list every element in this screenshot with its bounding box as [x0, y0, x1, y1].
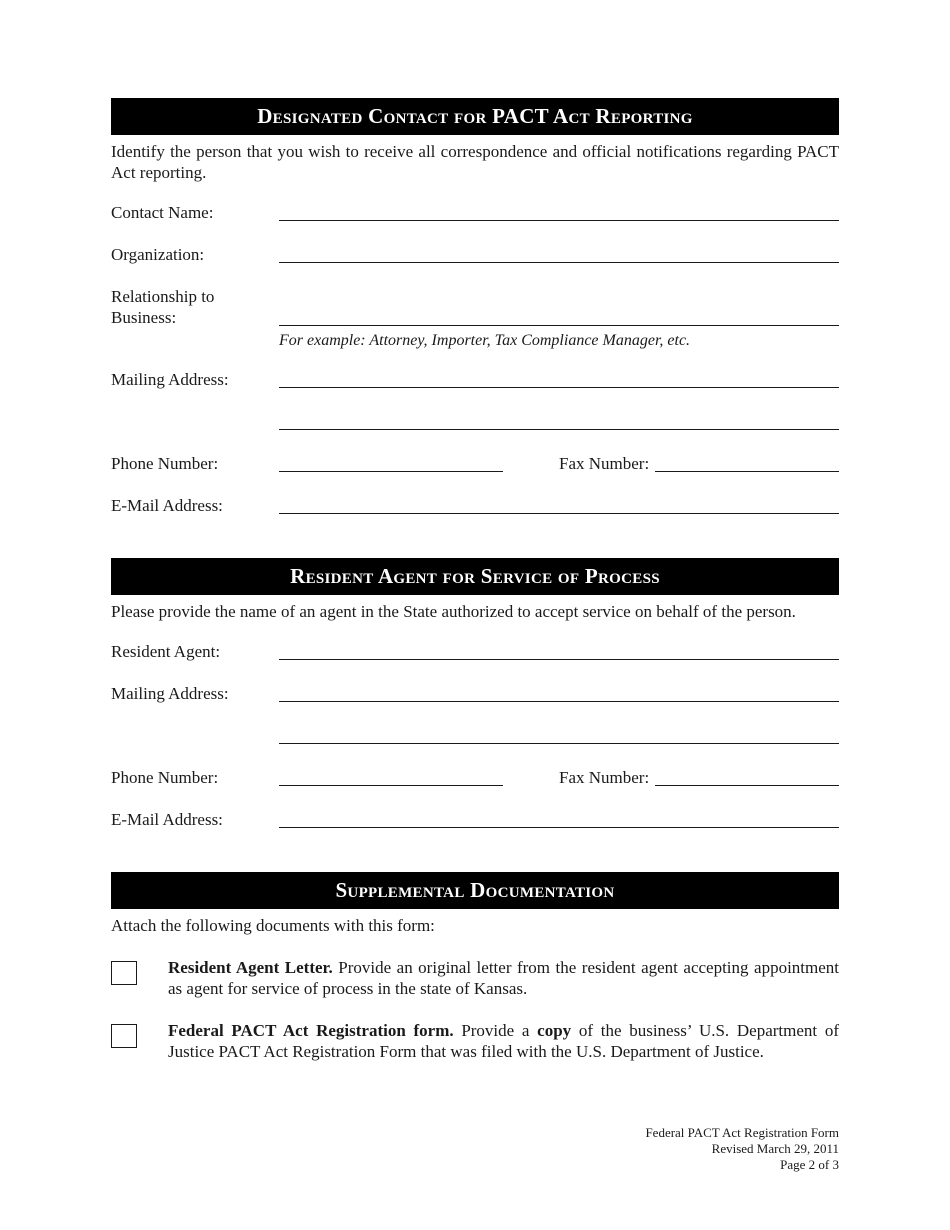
agent-phone-row [111, 767, 839, 788]
contact-phone-row [111, 453, 839, 474]
contact-intro: Identify the person that you wish to receive all correspondence and official notifications regarding PACT Act reporting. [111, 142, 839, 182]
organization-row [111, 244, 839, 265]
contact-mailing-row-2 [111, 411, 839, 432]
agent-letter-desc: Provide an original letter from the resident agent accepting appointment as agent for service of process in the state of Kansas. [168, 958, 840, 998]
agent-mailing-row-2 [111, 725, 839, 746]
section-header-contact: Designated Contact for PACT Act Reporting [111, 98, 839, 135]
contact-mailing-field-1[interactable] [279, 387, 839, 388]
agent-email-field[interactable] [279, 827, 839, 828]
agent-field[interactable] [279, 659, 839, 660]
agent-intro: Please provide the name of an agent in the State authorized to accept service on behalf of the person. [111, 602, 796, 621]
contact-email-row [111, 495, 839, 516]
contact-name-field[interactable] [279, 220, 839, 221]
agent-label: Resident Agent: [111, 642, 221, 661]
contact-mailing-row [111, 369, 839, 390]
page-footer [645, 1125, 839, 1173]
supplemental-intro: Attach the following documents with this form: [111, 916, 435, 935]
agent-letter-checkbox[interactable] [111, 961, 137, 985]
relationship-field[interactable] [279, 325, 839, 326]
agent-email-label: E-Mail Address: [111, 810, 223, 829]
pact-form-text [168, 1020, 839, 1062]
agent-fax-label: Fax Number: [559, 768, 650, 787]
agent-phone-field[interactable] [279, 785, 503, 786]
organization-label: Organization: [111, 245, 205, 264]
contact-email-label: E-Mail Address: [111, 496, 223, 515]
pact-form-title: Federal PACT Act Registration form. [168, 1021, 454, 1040]
contact-phone-field[interactable] [279, 471, 503, 472]
contact-name-row [111, 202, 839, 223]
contact-phone-label: Phone Number: [111, 454, 219, 473]
pact-form-checkbox[interactable] [111, 1024, 137, 1048]
footer-revised: Revised March 29, 2011 [711, 1141, 839, 1156]
pact-form-desc-a: Provide a [453, 1021, 538, 1040]
contact-email-field[interactable] [279, 513, 839, 514]
contact-fax-label: Fax Number: [559, 454, 650, 473]
relationship-row [111, 286, 839, 328]
agent-email-row [111, 809, 839, 830]
contact-mailing-field-2[interactable] [279, 429, 839, 430]
agent-mailing-row [111, 683, 839, 704]
organization-field[interactable] [279, 262, 839, 263]
doc-item-pact-form [111, 1020, 839, 1062]
agent-letter-title: Resident Agent Letter. [168, 958, 333, 977]
section-header-agent: Resident Agent for Service of Process [111, 558, 839, 595]
pact-form-copy: copy [537, 1021, 572, 1040]
doc-item-agent-letter [111, 957, 839, 999]
agent-mailing-label: Mailing Address: [111, 684, 229, 703]
agent-mailing-field-1[interactable] [279, 701, 839, 702]
contact-fax-field[interactable] [655, 471, 839, 472]
contact-mailing-label: Mailing Address: [111, 370, 229, 389]
section-header-supplemental: Supplemental Documentation [111, 872, 839, 909]
agent-phone-label: Phone Number: [111, 768, 219, 787]
agent-fax-field[interactable] [655, 785, 839, 786]
agent-mailing-field-2[interactable] [279, 743, 839, 744]
pact-form-desc-b: of the business’ U.S. Department of Justice PACT Act Registration Form that was filed with the U.S. Department of Justice. [168, 1021, 839, 1061]
footer-page-number: Page 2 of 3 [780, 1157, 839, 1172]
contact-name-label: Contact Name: [111, 203, 214, 222]
relationship-label: Relationship to Business: [111, 287, 215, 327]
relationship-hint: For example: Attorney, Importer, Tax Compliance Manager, etc. [279, 332, 691, 349]
footer-form-name: Federal PACT Act Registration Form [645, 1125, 839, 1140]
agent-row [111, 641, 839, 662]
form-page [111, 98, 839, 1062]
agent-letter-text [168, 957, 839, 999]
